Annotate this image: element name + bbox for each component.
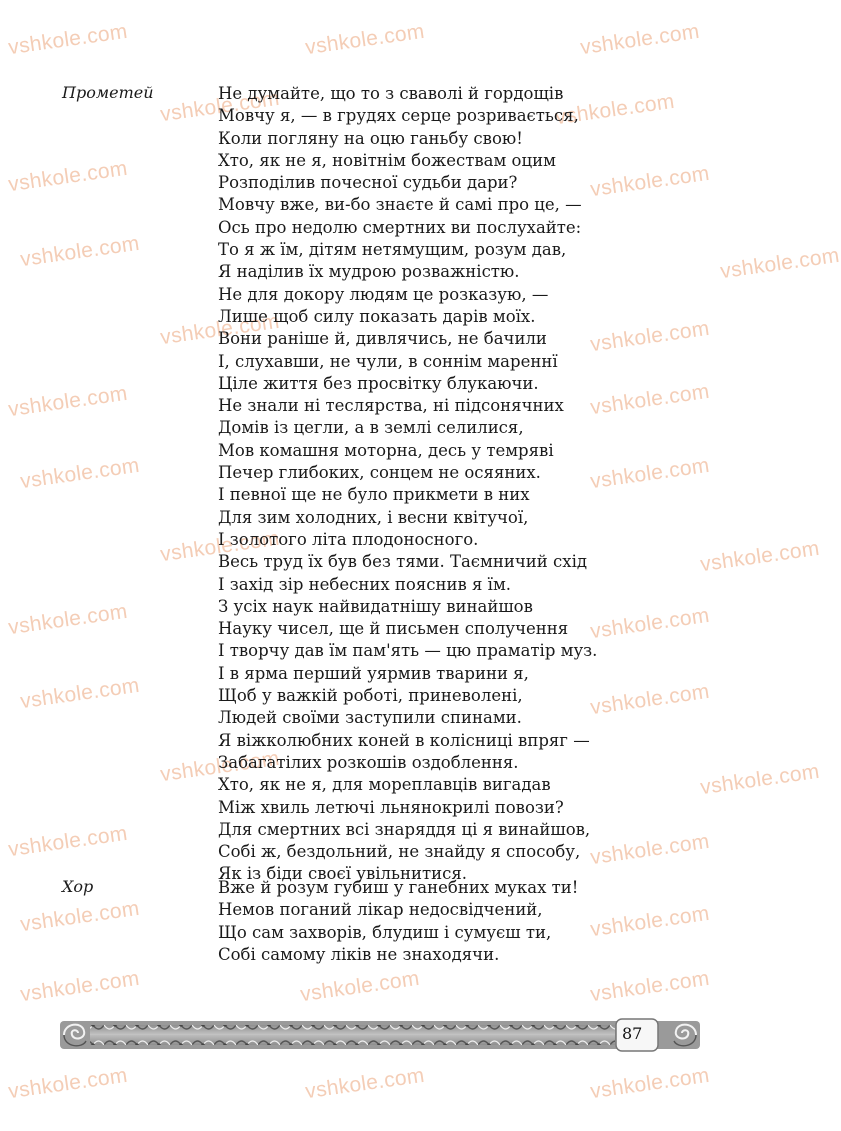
verse-line: Як із біди своєї увільнитися.: [218, 864, 467, 884]
watermark: vshkole.com: [6, 821, 129, 862]
watermark: vshkole.com: [698, 536, 821, 577]
watermark: vshkole.com: [698, 759, 821, 800]
page-number: 87: [622, 1024, 643, 1043]
watermark: vshkole.com: [588, 901, 711, 942]
verse-line: Коли погляну на оцю ганьбу свою!: [218, 128, 523, 148]
verse-line: Весь труд їх був без тями. Таємничий схід: [218, 552, 588, 572]
watermark: vshkole.com: [18, 966, 141, 1007]
verse-line: Вже й розум губиш у ганебних муках ти!: [218, 878, 579, 897]
verse-line: Ось про недолю смертних ви послухайте:: [218, 217, 582, 237]
verse-line: Не думайте, що то з сваволі й гордощів: [218, 84, 564, 103]
verse-line: Собі самому ліків не знаходячи.: [218, 944, 500, 964]
verse-line: Людей своїми заступили спинами.: [218, 708, 522, 728]
verse-line: І творчу дав їм пам'ять — цю праматір муз.: [218, 641, 598, 661]
verse-line: Я наділив їх мудрою розважністю.: [218, 262, 520, 282]
watermark: vshkole.com: [298, 966, 421, 1007]
watermark: vshkole.com: [6, 1063, 129, 1104]
verse-line: Що сам захворів, блудиш і сумуєш ти,: [218, 922, 552, 942]
verse-line: І в ярма перший уярмив тварини я,: [218, 663, 529, 683]
verse-lines: [218, 877, 598, 966]
watermark: vshkole.com: [18, 896, 141, 937]
verse-line: Немов поганий лікар недосвідчений,: [218, 900, 543, 920]
watermark: vshkole.com: [6, 599, 129, 640]
verse-line: Щоб у важкій роботі, приневолені,: [218, 686, 523, 706]
verse-line: Для смертних всі знаряддя ці я винайшов,: [218, 819, 591, 839]
watermark: vshkole.com: [158, 86, 281, 127]
watermark: vshkole.com: [588, 829, 711, 870]
verse-line: І золотого літа плодоносного.: [218, 529, 479, 549]
watermark: vshkole.com: [6, 381, 129, 422]
verse-line: І захід зір небесних пояснив я їм.: [218, 574, 512, 594]
verse-line: Печер глибоких, сонцем не осяяних.: [218, 463, 541, 483]
watermark: vshkole.com: [18, 453, 141, 494]
verse-line: Для зим холодних, і весни квітучої,: [218, 507, 529, 527]
watermark: vshkole.com: [588, 161, 711, 202]
verse-line: Не знали ні теслярства, ні підсонячних: [218, 396, 564, 416]
verse-line: Науку чисел, ще й письмен сполучення: [218, 619, 569, 639]
verse-line: І, слухавши, не чули, в соннім мареннї: [218, 351, 558, 371]
verse-line: Я віжколюбних коней в колісниці впряг —: [218, 730, 590, 750]
watermark: vshkole.com: [553, 89, 676, 130]
verse-line: Хто, як не я, для мореплавців вигадав: [218, 775, 551, 795]
watermark: vshkole.com: [588, 1063, 711, 1104]
verse-line: Собі ж, бездольний, не знайду я способу,: [218, 842, 581, 862]
speaker-name: Хор: [62, 877, 94, 896]
verse-line: Розподілив почесної судьби дари?: [218, 173, 518, 193]
verse-line: То я ж їм, дітям нетямущим, розум дав,: [218, 240, 567, 260]
verse-line: Забагатілих розкошів оздоблення.: [218, 752, 519, 772]
watermark: vshkole.com: [18, 673, 141, 714]
speaker-name: Прометей: [62, 83, 154, 102]
watermark: vshkole.com: [303, 19, 426, 60]
verse-line: Не для докору людям це розказую, —: [218, 284, 549, 304]
verse-line: З усіх наук найвидатнішу винайшов: [218, 596, 533, 616]
verse-line: Лише щоб силу показать дарів моїх.: [218, 306, 536, 326]
watermark: vshkole.com: [588, 603, 711, 644]
verse-line: Хто, як не я, новітнім божествам оцим: [218, 150, 556, 170]
verse-line: Вони раніше й, дивлячись, не бачили: [218, 329, 547, 349]
watermark: vshkole.com: [718, 243, 841, 284]
verse-line: Мов комашня моторна, десь у темряві: [218, 440, 554, 460]
watermark: vshkole.com: [588, 379, 711, 420]
watermark: vshkole.com: [578, 19, 701, 60]
watermark: vshkole.com: [158, 309, 281, 350]
verse-line: Домів із цегли, а в землі селилися,: [218, 418, 524, 438]
watermark: vshkole.com: [158, 526, 281, 567]
watermark: vshkole.com: [588, 453, 711, 494]
watermark: vshkole.com: [6, 19, 129, 60]
verse-line: Ціле життя без просвітку блукаючи.: [218, 373, 539, 393]
watermark: vshkole.com: [158, 746, 281, 787]
verse-line: І певної ще не було прикмети в них: [218, 485, 530, 505]
verse-line: Мовчу вже, ви-бо знаєте й самі про це, —: [218, 195, 582, 215]
watermark: vshkole.com: [588, 316, 711, 357]
watermark: vshkole.com: [588, 679, 711, 720]
watermark: vshkole.com: [303, 1063, 426, 1104]
verse-line: Між хвиль летючі льнянокрилі повози?: [218, 797, 564, 817]
watermark: vshkole.com: [18, 231, 141, 272]
footer-ornament: [60, 1015, 700, 1055]
watermark: vshkole.com: [588, 966, 711, 1007]
verse-lines: [218, 83, 598, 886]
watermark: vshkole.com: [6, 156, 129, 197]
verse-line: Мовчу я, — в грудях серце розривається,: [218, 106, 579, 126]
